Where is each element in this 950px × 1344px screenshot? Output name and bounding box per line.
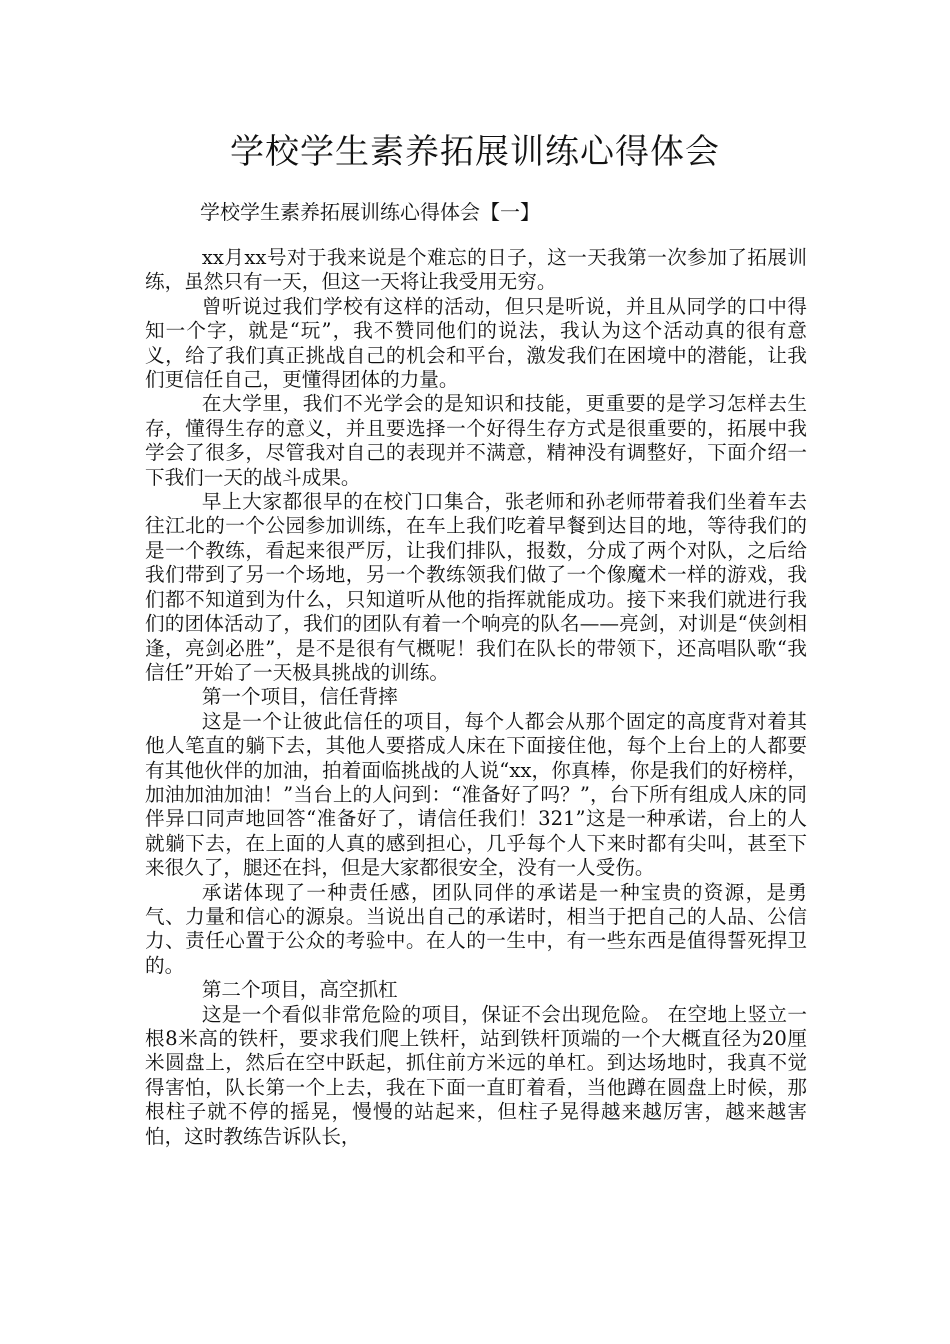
paragraph: 早上大家都很早的在校门口集合，张老师和孙老师带着我们坐着车去往江北的一个公园参加训练，在车上我们吃着早餐到达目的地，等待我们的是一个教练，看起来很严厉，让我们排队，报数，分成了两个对队，之后给我们带到了另一个场地，另一个教练领我们做了一个像魔术一样的游戏，我们都不知道到为什么，只知道听从他的指挥就能成功。接下来我们就进行我们的团体活动了，我们的团队有着一个响亮的队名——亮剑，对训是“侠剑相逢，亮剑必胜”，是不是很有气概呢！我们在队长的带领下，还高唱队歌“我信任”开始了一天极具挑战的训练。 — [145, 490, 807, 684]
document-subtitle: 学校学生素养拓展训练心得体会【一】 — [200, 200, 540, 224]
document-title: 学校学生素养拓展训练心得体会 — [230, 132, 720, 172]
section-heading: 第一个项目，信任背摔 — [201, 685, 398, 709]
paragraph: 这是一个看似非常危险的项目，保证不会出现危险。 在空地上竖立一根8米高的铁杆，要求我们爬上铁杆，站到铁杆顶端的一个大概直径为20厘米圆盘上，然后在空中跃起，抓住前方米远的单杠。到达场地时，我真不觉得害怕，队长第一个上去，我在下面一直盯着看，当他蹲在圆盘上时候，那根柱子就不停的摇晃，慢慢的站起来，但柱子晃得越来越厉害，越来越害怕，这时教练告诉队长， — [145, 1002, 807, 1148]
paragraph: xx月xx号对于我来说是个难忘的日子，这一天我第一次参加了拓展训练，虽然只有一天，但这一天将让我受用无穷。 — [145, 246, 807, 294]
document-body — [145, 246, 807, 1149]
section-heading: 第二个项目，高空抓杠 — [201, 978, 398, 1002]
paragraph: 在大学里，我们不光学会的是知识和技能，更重要的是学习怎样去生存，懂得生存的意义，并且要选择一个好得生存方式是很重要的，拓展中我学会了很多，尽管我对自己的表现并不满意，精神没有调整好，下面介绍一下我们一天的战斗成果。 — [145, 392, 807, 489]
paragraph: 这是一个让彼此信任的项目，每个人都会从那个固定的高度背对着其他人笔直的躺下去，其他人要搭成人床在下面接住他，每个上台上的人都要有其他伙伴的加油，拍着面临挑战的人说“xx，你真棒，你是我们的好榜样，加油加油加油！”当台上的人问到：“准备好了吗？”，台下所有组成人床的同伴异口同声地回答“准备好了，请信任我们！321”这是一种承诺，台上的人就躺下去，在上面的人真的感到担心，几乎每个人下来时都有尖叫，甚至下来很久了，腿还在抖，但是大家都很安全，没有一人受伤。 — [145, 709, 807, 880]
paragraph: 承诺体现了一种责任感，团队同伴的承诺是一种宝贵的资源，是勇气、力量和信心的源泉。当说出自己的承诺时，相当于把自己的人品、公信力、责任心置于公众的考验中。在人的一生中，有一些东西是值得誓死捍卫的。 — [145, 880, 807, 977]
paragraph: 曾听说过我们学校有这样的活动，但只是听说，并且从同学的口中得知一个字，就是“玩”，我不赞同他们的说法，我认为这个活动真的很有意义，给了我们真正挑战自己的机会和平台，激发我们在困境中的潜能，让我们更信任自己，更懂得团体的力量。 — [145, 294, 807, 392]
